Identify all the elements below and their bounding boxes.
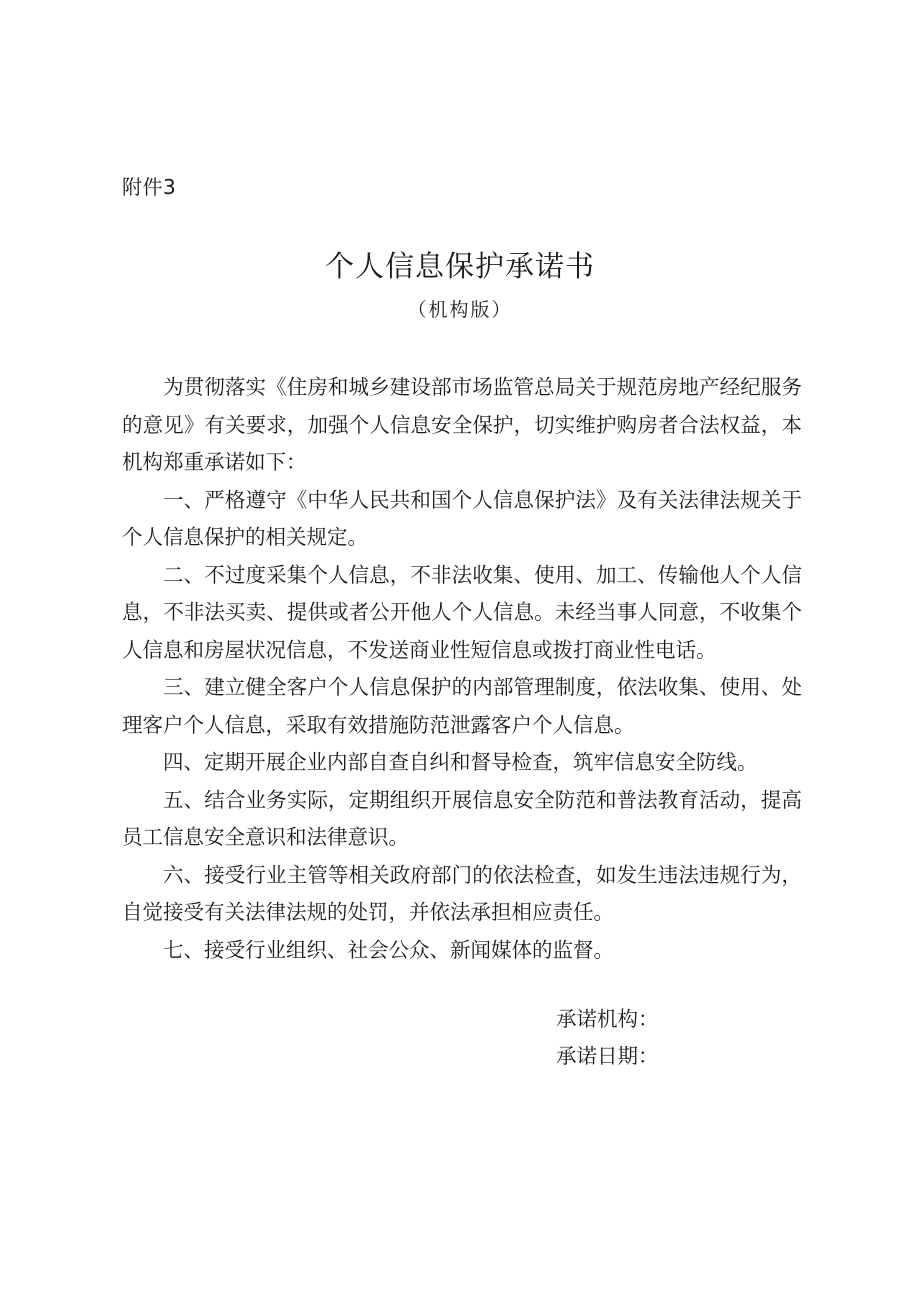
commitment-item-6: 六、接受行业主管等相关政府部门的依法检查，如发生违法违规行为，自觉接受有关法律法规的处罚，并依法承担相应责任。 [122, 862, 802, 924]
commitment-item-2: 二、不过度采集个人信息，不非法收集、使用、加工、传输他人个人信息，不非法买卖、提供或者公开他人个人信息。未经当事人同意，不收集个人信息和房屋状况信息，不发送商业性短信息或拨打商业性电话。 [122, 562, 802, 662]
commitment-item-3: 三、建立健全客户个人信息保护的内部管理制度，依法收集、使用、处理客户个人信息，采取有效措施防范泄露客户个人信息。 [122, 675, 802, 737]
date-label: 承诺日期： [556, 1044, 659, 1068]
document-title: 个人信息保护承诺书 [324, 249, 595, 283]
commitment-item-1: 一、严格遵守《中华人民共和国个人信息保护法》及有关法律法规关于个人信息保护的相关规定。 [122, 487, 802, 549]
attachment-label: 附件3 [122, 175, 177, 199]
document-body [122, 369, 802, 969]
signature-block [556, 1001, 659, 1075]
commitment-item-4: 四、定期开展企业内部自查自纠和督导检查，筑牢信息安全防线。 [163, 750, 758, 774]
commitment-item-5: 五、结合业务实际，定期组织开展信息安全防范和普法教育活动，提高员工信息安全意识和法律意识。 [122, 787, 802, 849]
intro-paragraph: 为贯彻落实《住房和城乡建设部市场监管总局关于规范房地产经纪服务的意见》有关要求，加强个人信息安全保护，切实维护购房者合法权益，本机构郑重承诺如下： [122, 375, 802, 474]
commitment-item-7: 七、接受行业组织、社会公众、新闻媒体的监督。 [163, 937, 614, 962]
institution-label: 承诺机构： [556, 1007, 659, 1031]
document-subtitle: （机构版） [407, 299, 513, 321]
